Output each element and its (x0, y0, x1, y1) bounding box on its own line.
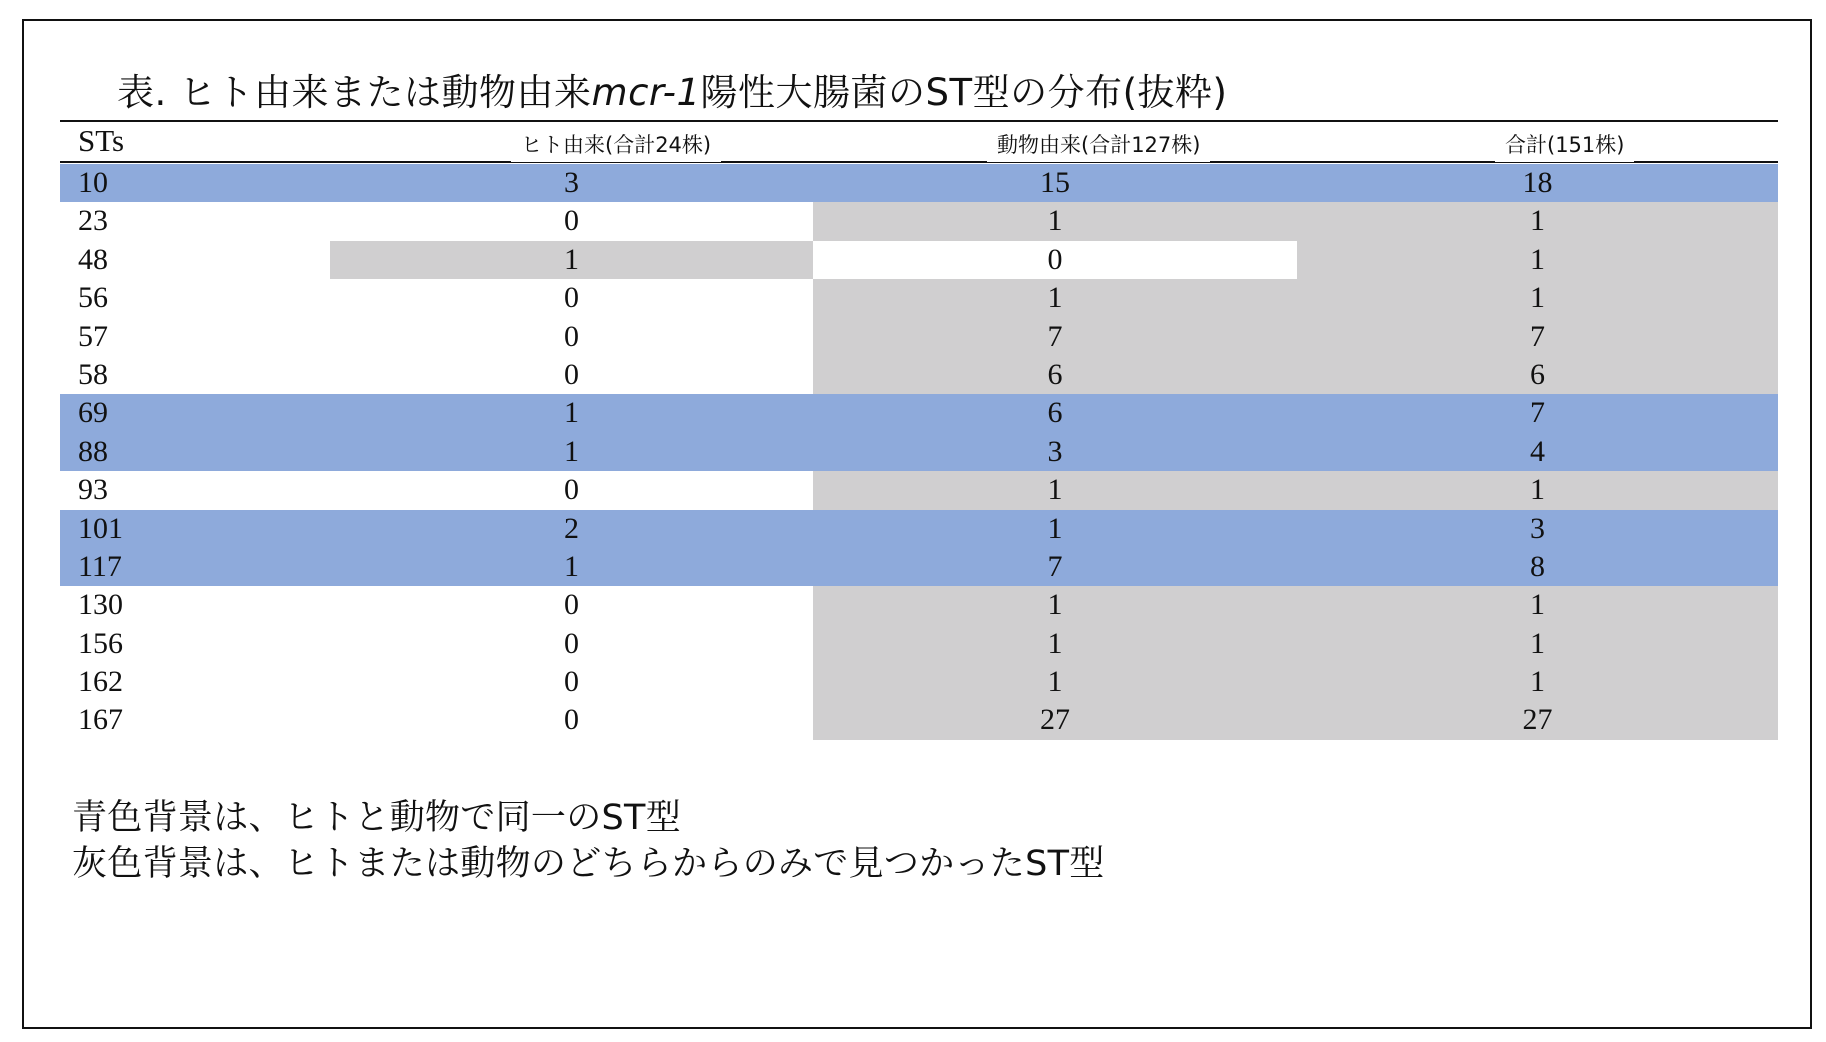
header-animal: 動物由来(合計127株) (987, 130, 1210, 162)
cell-animal: 1 (813, 202, 1297, 240)
cell-human: 0 (330, 586, 813, 624)
cell-st: 48 (60, 241, 330, 279)
cell-human: 1 (330, 433, 813, 471)
header-sts: STs (78, 123, 125, 158)
cell-st: 130 (60, 586, 330, 624)
cell-st: 57 (60, 318, 330, 356)
cell-total: 8 (1297, 548, 1778, 586)
table-row (60, 318, 1778, 356)
cell-animal: 1 (813, 471, 1297, 509)
cell-human: 0 (330, 356, 813, 394)
cell-st: 101 (60, 510, 330, 548)
cell-total: 1 (1297, 625, 1778, 663)
cell-total: 1 (1297, 586, 1778, 624)
cell-total: 4 (1297, 433, 1778, 471)
cell-animal: 6 (813, 394, 1297, 432)
cell-animal: 1 (813, 663, 1297, 701)
cell-st: 162 (60, 663, 330, 701)
header-total: 合計(151株) (1495, 130, 1634, 162)
cell-animal: 3 (813, 433, 1297, 471)
cell-total: 27 (1297, 701, 1778, 739)
cell-total: 18 (1297, 164, 1778, 202)
cell-animal: 1 (813, 510, 1297, 548)
cell-st: 69 (60, 394, 330, 432)
table-row (60, 548, 1778, 586)
table-top-rule (60, 120, 1778, 122)
cell-human: 0 (330, 471, 813, 509)
cell-human: 0 (330, 279, 813, 317)
table-row (60, 202, 1778, 240)
cell-total: 1 (1297, 471, 1778, 509)
cell-animal: 6 (813, 356, 1297, 394)
cell-human: 1 (330, 394, 813, 432)
cell-animal: 7 (813, 318, 1297, 356)
table-row (60, 279, 1778, 317)
table-row (60, 394, 1778, 432)
table-row (60, 471, 1778, 509)
cell-total: 7 (1297, 318, 1778, 356)
cell-animal: 0 (813, 241, 1297, 279)
table-row (60, 663, 1778, 701)
cell-total: 1 (1297, 663, 1778, 701)
cell-animal: 27 (813, 701, 1297, 739)
cell-human: 2 (330, 510, 813, 548)
cell-st: 56 (60, 279, 330, 317)
cell-total: 1 (1297, 241, 1778, 279)
cell-st: 88 (60, 433, 330, 471)
cell-animal: 1 (813, 625, 1297, 663)
table-row (60, 701, 1778, 739)
table-title: 表. ヒト由来または動物由来mcr-1陽性大腸菌のST型の分布(抜粋) (117, 71, 1228, 114)
note-blue-legend: 青色背景は、ヒトと動物で同一のST型 (72, 798, 681, 838)
cell-human: 0 (330, 625, 813, 663)
cell-total: 3 (1297, 510, 1778, 548)
cell-total: 7 (1297, 394, 1778, 432)
table-body (60, 164, 1778, 740)
table-row (60, 241, 1778, 279)
cell-human: 0 (330, 202, 813, 240)
table-row (60, 625, 1778, 663)
cell-human: 0 (330, 663, 813, 701)
cell-human: 1 (330, 548, 813, 586)
table-row (60, 586, 1778, 624)
cell-animal: 15 (813, 164, 1297, 202)
cell-total: 6 (1297, 356, 1778, 394)
cell-human: 3 (330, 164, 813, 202)
cell-human: 1 (330, 241, 813, 279)
note-gray-legend: 灰色背景は、ヒトまたは動物のどちらからのみで見つかったST型 (72, 844, 1105, 884)
cell-st: 58 (60, 356, 330, 394)
cell-st: 93 (60, 471, 330, 509)
cell-human: 0 (330, 701, 813, 739)
cell-animal: 7 (813, 548, 1297, 586)
cell-st: 23 (60, 202, 330, 240)
cell-total: 1 (1297, 279, 1778, 317)
cell-total: 1 (1297, 202, 1778, 240)
cell-st: 10 (60, 164, 330, 202)
cell-st: 156 (60, 625, 330, 663)
table-row (60, 433, 1778, 471)
header-human: ヒト由来(合計24株) (511, 130, 721, 162)
cell-st: 117 (60, 548, 330, 586)
cell-st: 167 (60, 701, 330, 739)
cell-animal: 1 (813, 279, 1297, 317)
cell-animal: 1 (813, 586, 1297, 624)
table-row (60, 356, 1778, 394)
gene-name: mcr-1 (591, 71, 701, 114)
table-row (60, 510, 1778, 548)
table-row (60, 164, 1778, 202)
cell-human: 0 (330, 318, 813, 356)
